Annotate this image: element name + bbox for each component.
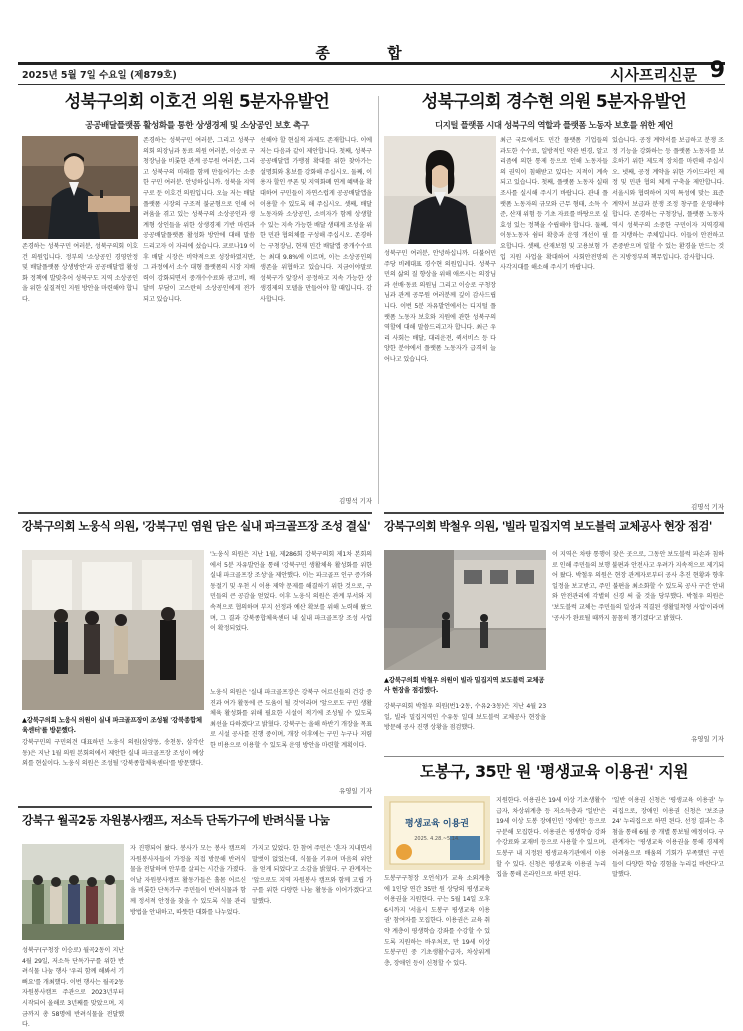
masthead-divider xyxy=(18,84,725,85)
body-col1: 성북구(구청장 이승로) 월곡2동이 지난 4월 29일, 저소득 단독가구를 위한 반려식물 나눔 행사 '우리 함께 해봐서 기뻐요'를 개최했다. 이번 행사는 월곡2동 자원봉사캠프 주관으로 2023년부터 시작되어 올해로 3년째를 맞았으며, 지금까지 총 58명에 반려식물을 전달했다. xyxy=(22,947,124,1029)
masthead xyxy=(0,0,743,92)
volunteer-photo xyxy=(22,844,124,940)
body-col3: 선해야 할 현실적 과제도 존재합니다. 이에 저는 다음과 같이 제안합니다. 첫째, 성북구 공공배달앱 가맹점 확대를 위한 찾아가는 설명회와 홍보를 강화해 주십시오. 둘째, 이용자 할인 쿠폰 및 지역화폐 연계 혜택을 확대하여 구민들이 자연스럽게 공공배달앱을 이용할 수 있도록 해 주십시오. 셋째, 배달 노동자와 소상공인, 소비자가 함께 상생할 수 있는 지속 가능한 배달 생태계 조성을 위한 민관 협의체를 구성해 주십시오. 존경하는 구청장님, 현재 민간 배달앱 중개수수료는 최대 9.8%에 이르며, 이는 소상공인의 생존을 위협하고 있습니다. 지금이야말로 성북구가 앞장서 공정하고 지속 가능한 상생경제의 모델을 만들어야 할 때입니다. 감사합니다. xyxy=(260,137,372,303)
voucher-poster xyxy=(384,796,490,870)
byline: 김명석 기자 xyxy=(339,497,372,505)
poster-title: 평생교육 이용권 xyxy=(405,819,469,829)
photo-svg xyxy=(22,136,138,239)
body-col2: 최근 국토에서도 민간 플랫폼 기업들의 과도한 수수료, 일방적인 약관 변경, 알고리즘에 의한 통제 등으로 인해 노동자들의 권익이 침해받고 있다는 지적이 계속되고 있습니다. 첫째, 플랫폼 노동자 실태조사를 실시해 주시기 바랍니다. 관내 플랫폼 노동자의 규모와 근무 형태, 소득 수준, 산재 위험 등 기초 자료를 바탕으로 실효성 있는 정책을 수립해야 합니다. 둘째, 이동노동자 쉼터 확충과 운영 개선이 필요합니다. 셋째, 산재보험 및 고용보험 가입 지원 사업을 확대하여 사회안전망의 사각지대를 해소해 주시기 바랍니다. xyxy=(500,137,608,272)
body-col2: '노웅식 의원은 지난 1월, 제286회 강북구의회 제1차 본회의에서 5분 자유발언을 통해 '강북구민 생활체육 활성화를 위한 실내 파크골프장 조성'을 제안했다. 이는 파크골프 인구 증가와 동절기 및 우천 시 이용 제약 문제를 해결하기 위한 것으로, 구민들의 큰 공감을 얻었다. 이후 노웅식 의원은 관계 부서와 지속적으로 협의하며 부지 선정과 예산 확보를 위해 노력해 왔으며, 그 결과 강북종합체육센터 내 실내 파크골프장 조성 사업이 확정되었다. xyxy=(210,551,372,633)
section-rule xyxy=(384,512,724,514)
photo-caption: ▲강북구의회 박철우 의원이 빌라 밀집지역 보도블럭 교체공사 현장을 점검했다. xyxy=(384,676,545,694)
body-col1: 강북구의회 박철우 의원(번1·2동, 수유2·3동)은 지난 4월 23일, 빌라 밀집지역인 수유동 일대 보도블럭 교체공사 현장을 방문해 공사 진행 상황을 점검했다. xyxy=(384,703,546,732)
article-parkchulwoo xyxy=(384,520,724,750)
photo-svg xyxy=(384,796,490,870)
headline: 강북구의회 박철우 의원, '빌라 밀집지역 보도블럭 교체공사 현장 점검' xyxy=(384,519,712,533)
article-lee xyxy=(22,92,372,504)
council-photo-kyung xyxy=(384,136,496,244)
subhead: 공공배달플랫폼 활성화를 통한 상생경제 및 소상공인 보호 촉구 xyxy=(85,121,309,132)
article-kyung xyxy=(384,92,724,532)
body-col3: 가지고 있었다. 한 참여 주민은 '혼자 지내면서 말벗이 없었는데, 식물을 키우며 마음의 위안을 얻게 되었다'고 소감을 밝혔다. 구 관계자는 '앞으로도 지역 자원봉사 캠프와 함께 고립 가구를 위한 다양한 나눔 활동을 이어가겠다'고 말했다. xyxy=(252,845,372,905)
gym-photo xyxy=(22,550,204,710)
article-suyu xyxy=(22,813,372,1029)
section-rule xyxy=(18,512,372,514)
paper-name: 시사프리신문 xyxy=(610,66,697,84)
body-col2: 이 지역은 차량 통행이 잦은 곳으로, 그동안 보도블럭 파손과 침하로 인해 주민들의 보행 불편과 안전사고 우려가 지속적으로 제기되어 왔다. 박철우 의원은 현장 관계자로부터 공사 추진 현황과 향후 일정을 보고받고, 주민 불편을 최소화할 수 있도록 공사 구간 안내와 안전관리에 각별히 신경 써 줄 것을 당부했다. 박철우 의원은 '보도블럭 교체는 주민들의 일상과 직결된 생활밀착형 사업'이라며 '공사가 완료될 때까지 꼼꼼히 챙기겠다'고 밝혔다. xyxy=(552,551,724,622)
section-label: 종 합 xyxy=(315,44,428,62)
section-rule xyxy=(384,756,724,757)
street-photo xyxy=(384,550,546,670)
body-lead: 존경하는 성북구민 여러분, 성북구의회 이호건 의원입니다. 정부의 '소상공인 경영안정 및 배달플랫폼 상생방안'과 공공배달앱 활성화 정책에 발맞추어 성북구도 지역 소상공인을 위한 실질적인 지원 방안을 마련해야 합니다. xyxy=(22,243,138,303)
article-dobong xyxy=(384,762,724,1018)
body-col2: 지원한다. 이용권은 19세 이상 기초생활수급자, 차상위계층 등 저소득층과 '일반'은 19세 이상 도봉 장애인인 '장애인' 등으로 구분해 모집한다. 이용권은 평생학습 강좌 수강료와 교재비 등으로 사용할 수 있으며, 도봉구 내 지정된 평생교육기관에서 이용할 수 있다. 신청은 평생교육 이용권 누리집을 통해 온라인으로 하면 된다. xyxy=(496,797,606,879)
body-col2: 자 진행되어 왔다. 봉사가 모는 봉사 캠프의 자원봉사자들이 가정을 직접 방문해 반려식물을 전달하며 안부를 살피는 시간을 가졌다. 이날 자원봉사캠프 활동가들은 홀몸 어르신을 비롯한 단독가구 주민들이 반려식물과 함께 정서적 안정을 찾을 수 있도록 식물 관리 방법을 안내하고, 따뜻한 대화를 나누었다. xyxy=(130,845,246,916)
headline: 강북구 월곡2동 자원봉사캠프, 저소득 단독가구에 반려식물 나눔 xyxy=(22,813,330,827)
body-col3: 노웅식 의원은 '실내 파크골프장은 강북구 어르신들의 건강 증진과 여가 활동에 큰 도움이 될 것'이라며 '앞으로도 구민 생활체육 활성화를 위해 필요한 시설이 적기에 조성될 수 있도록 최선을 다하겠다'고 밝혔다. 강북구는 올해 하반기 개장을 목표로 시설 공사를 진행 중이며, 개장 이후에는 구민 누구나 저렴한 비용으로 이용할 수 있도록 운영 방안을 마련할 계획이다. xyxy=(210,689,372,749)
council-photo-lee xyxy=(22,136,138,239)
photo-svg xyxy=(22,550,204,710)
photo-svg xyxy=(22,844,124,940)
photo-svg xyxy=(384,550,546,670)
body-col1: 성북구민 여러분, 안녕하십니까. 더불어민주당 비례대표 경수현 의원입니다. 성북구민의 삶의 질 향상을 위해 애쓰시는 의장님과 선배·동료 의원님 그리고 이승로 구청장님과 관계 공무원 여러분께 깊이 감사드립니다. 이번 5분 자유발언에서는 디지털 플랫폼 노동자 보호와 지원에 관한 성북구의 역할에 대해 말씀드리고자 합니다. 최근 우리 사회는 배달, 대리운전, 퀵서비스 등 다양한 분야에서 플랫폼 노동자가 급격히 늘어나고 있습니다. xyxy=(384,250,496,363)
article-noeungsik xyxy=(22,520,372,800)
photo-svg xyxy=(384,136,496,244)
body-col2: 존경하는 성북구민 여러분, 그리고 성북구의회 의장님과 동료 의원 여러분, 이승로 구청장님을 비롯한 관계 공무원 여러분, 그리고 성북구의 미래를 함께 만들어가는 소중한 구민 여러분. 안녕하십니까. 성북을 지역구로 둔 이호건 의원입니다. 오늘 저는 배달플랫폼 시장의 구조적 불균형으로 인해 어려움을 겪고 있는 성북구의 소상공인과 생계형 상인들을 위한 상생경제 기반 마련과 공공배달플랫폼 활성화 방안에 대해 말씀드리고자 이 자리에 섰습니다. 코로나19 이후 배달 시장은 비약적으로 성장하였지만, 그 과정에서 소수 대형 플랫폼의 시장 지배력이 강화되면서 중개수수료와 광고비, 배달비 부담이 고스란히 소상공인에게 전가되고 있습니다. xyxy=(143,137,255,303)
headline: 성북구의회 이호건 의원 5분자유발언 xyxy=(64,92,330,112)
headline: 강북구의회 노웅식 의원, '강북구민 염원 담은 실내 파크골프장 조성 결실' xyxy=(22,519,371,533)
poster-subtitle: 2025. 4.28.~5.14. xyxy=(414,836,460,842)
column-divider xyxy=(378,96,379,504)
byline: 유영일 기자 xyxy=(691,735,724,743)
headline: 도봉구, 35만 원 '평생교육 이용권' 지원 xyxy=(420,762,688,781)
issue-date: 2025년 5월 7일 수요일 (제879호) xyxy=(22,70,177,81)
body-col1: 도봉구구청장 오언석)가 교육 소외계층에 1인당 연간 35만 원 상당의 평생교육 이용권을 지원한다. 구는 5월 14일 오후 6시까지 '서울시 도봉구 평생교육 이용권' 참여자를 모집한다. 이용권은 교육 취약 계층이 평생학습 강좌를 수강할 수 있도록 지원하는 바우처로, 만 19세 이상 도봉구민 중 기초생활수급자, 차상위계층, 장애인 등이 신청할 수 있다. xyxy=(384,875,490,967)
photo-caption: ▲강북구의회 노웅식 의원이 실내 파크골프장이 조성될 '강북종합체육센터'를 방문했다. xyxy=(22,716,202,734)
body-col3: 있습니다. 공정 계약서를 보급하고 분쟁 조정 기능을 강화하는 등 플랫폼 노동자를 보호하기 위한 제도적 장치를 마련해 주십시오. 넷째, 공정 계약을 위한 가이드라인 제정 및 민관 협의 체계 구축을 제안합니다. 서울시와 협력하여 지역 특성에 맞는 표준계약서 보급과 분쟁 조정 창구를 운영해야 합니다. 존경하는 구청장님, 플랫폼 노동자 역시 성북구의 소중한 구민이자 지역경제를 지탱하는 주체입니다. 이들이 안전하고 존중받으며 일할 수 있는 환경을 만드는 것은 지방정부의 책무입니다. 감사합니다. xyxy=(612,137,724,261)
section-rule xyxy=(18,806,372,808)
page-number: 9 xyxy=(709,58,725,83)
headline: 성북구의회 경수현 의원 5분자유발언 xyxy=(421,92,687,112)
byline: 유영일 기자 xyxy=(339,787,372,795)
body-col3: '일반 이용권 신청은 '평생교육 이용권' 누리집으로, 장애인 이용권 신청은 '보조금 24' 누리집으로 하면 된다. 선정 결과는 추첨을 통해 6월 중 개별 통보될 예정이다. 구 관계자는 '평생교육 이용권을 통해 경제적 어려움으로 배움의 기회가 부족했던 구민들이 다양한 학습 경험을 누리길 바란다'고 말했다. xyxy=(612,797,724,879)
byline: 김명석 기자 xyxy=(691,503,724,511)
body-col1: 강북구민의 구민의견 대표하던 노웅식 의원(삼양동, 송천동, 삼각산동)은 지난 1월 의원 본회의에서 제안한 실내 파크골프장 조성이 예상외를 현실이다. 노웅식 의원은 조성될 '강북종합체육센터'를 방문했다. xyxy=(22,739,204,768)
subhead: 디지털 플랫폼 시대 성북구의 역할과 플랫폼 노동자 보호를 위한 제언 xyxy=(435,120,673,131)
